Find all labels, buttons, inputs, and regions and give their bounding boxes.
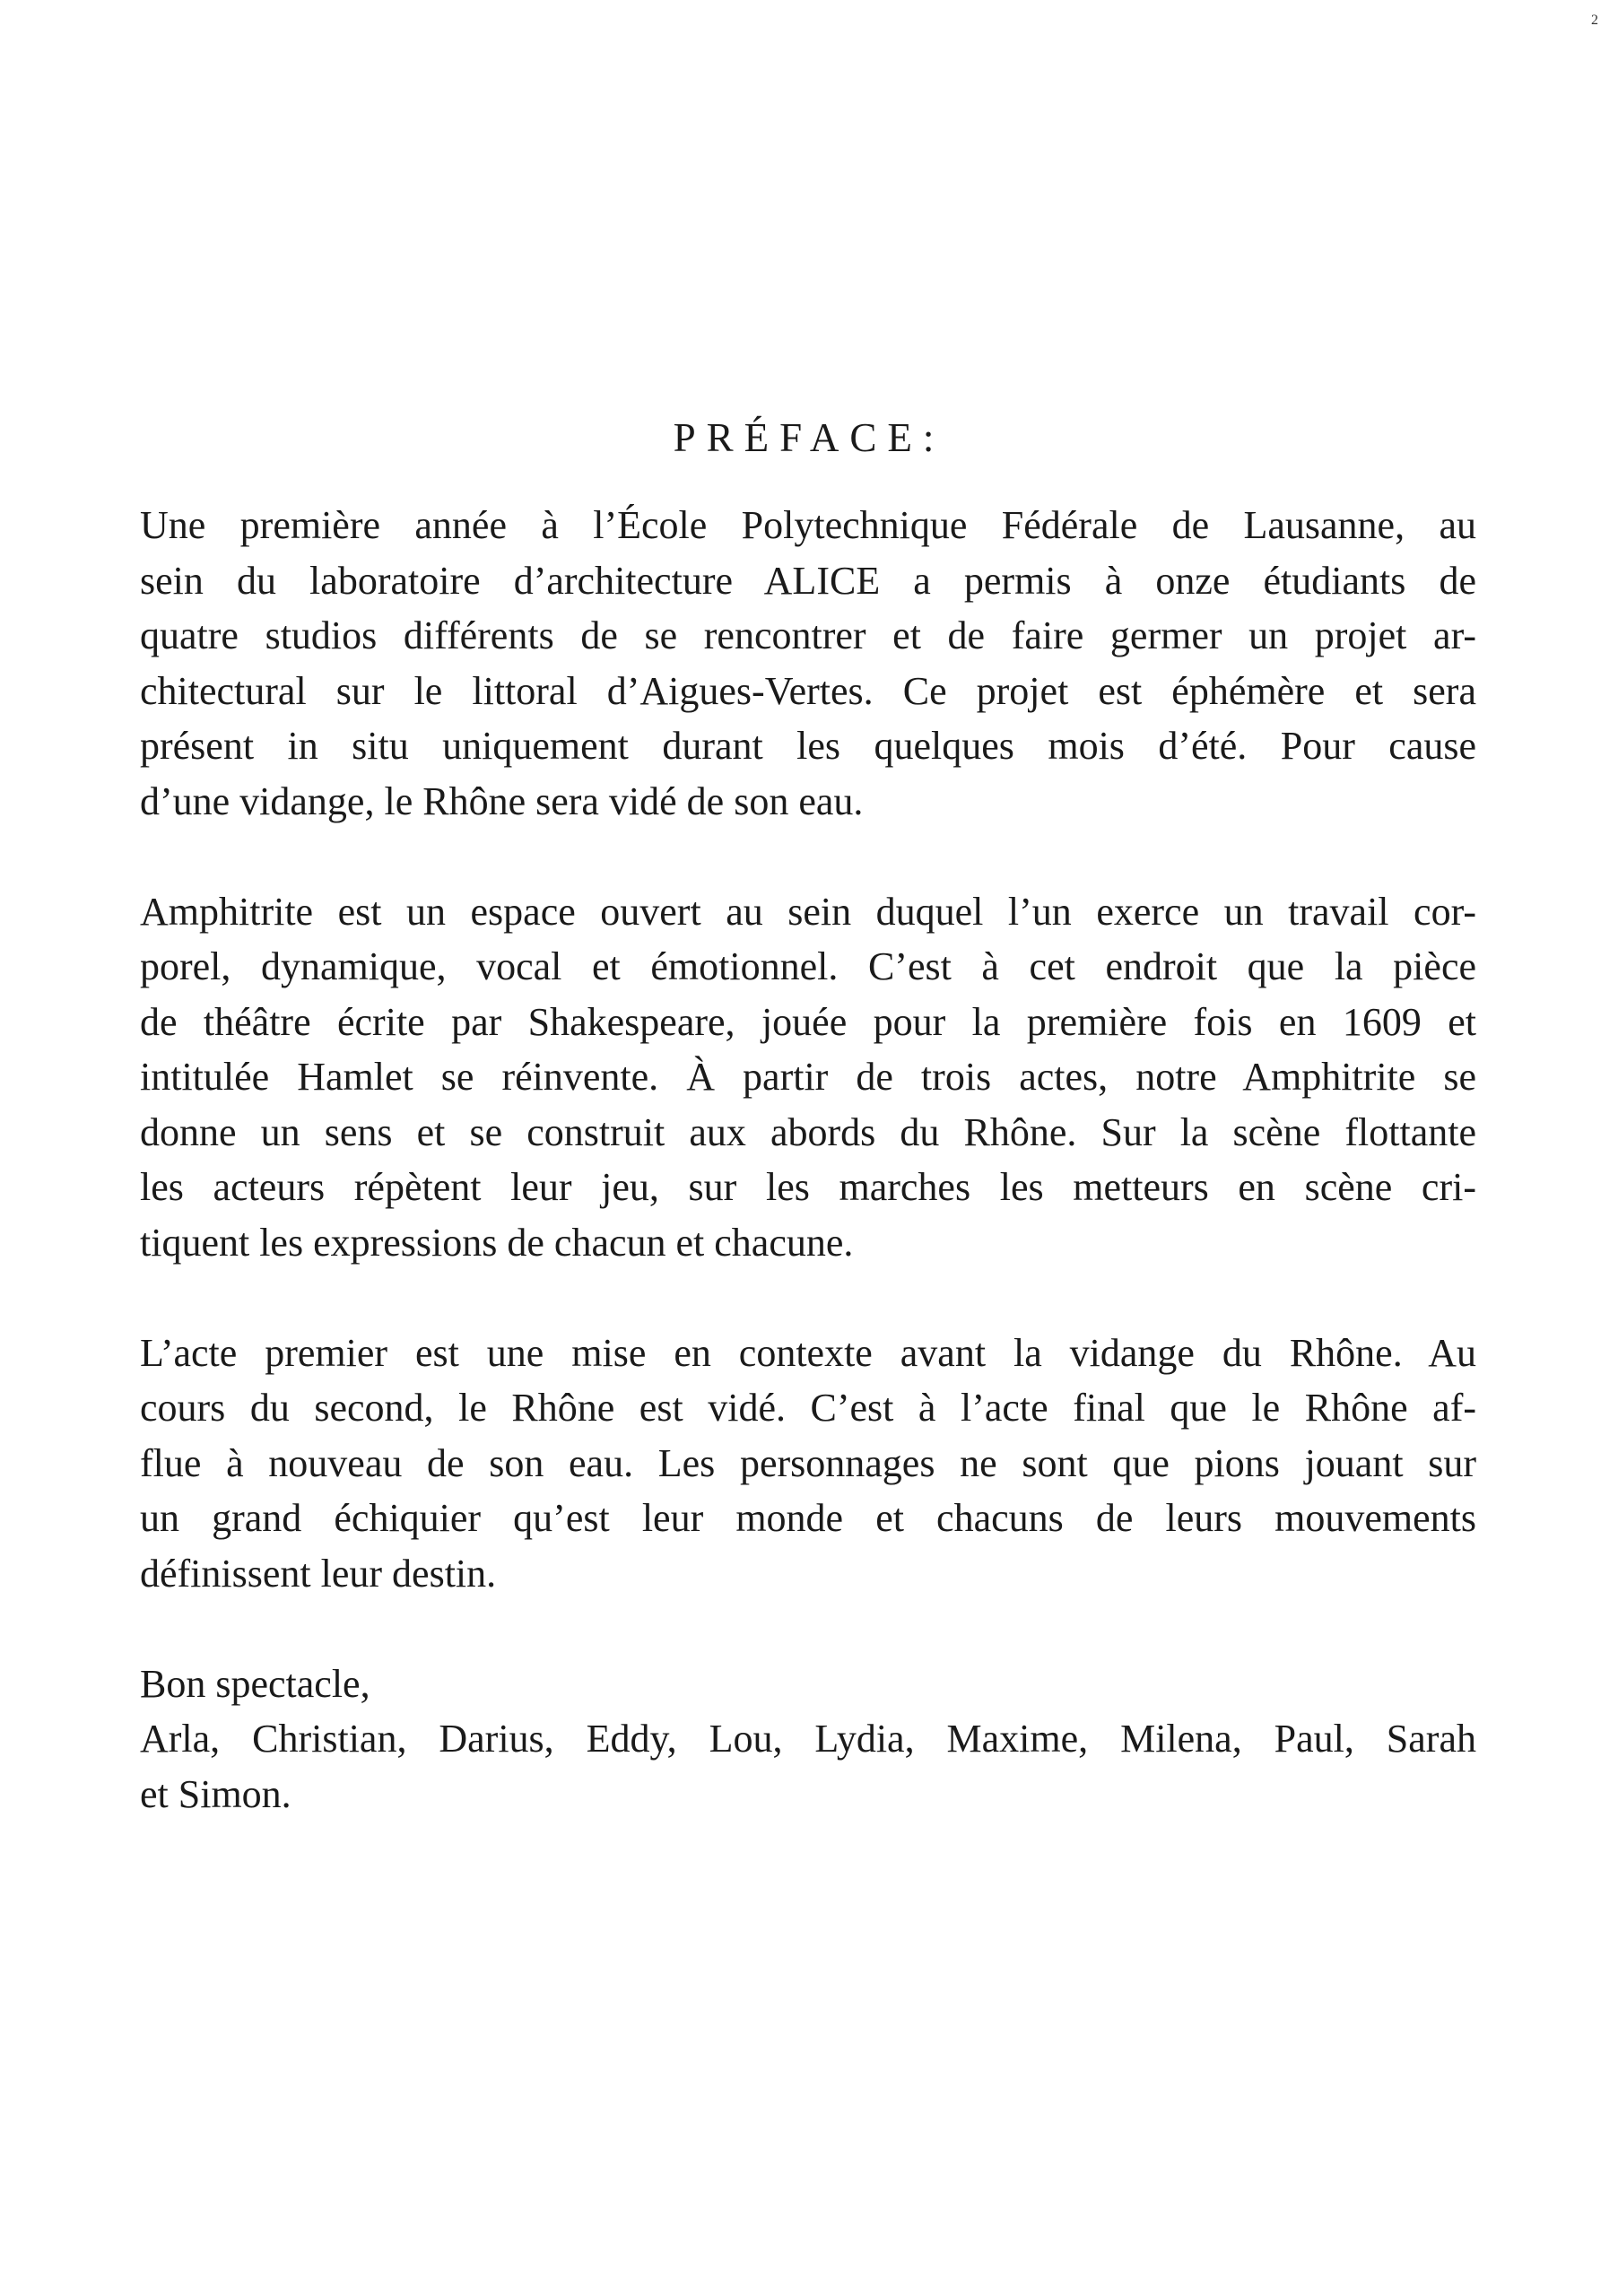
text-line: donne un sens et se construit aux abords du Rhône. Sur la scène flottante xyxy=(140,1109,1476,1154)
text-line: Amphitrite est un espace ouvert au sein duquel l’un exerce un travail cor- xyxy=(140,889,1476,934)
page-title: PRÉFACE: xyxy=(673,415,945,460)
text-line: d’une vidange, le Rhône sera vidé de son eau. xyxy=(140,778,864,823)
text-line: un grand échiquier qu’est leur monde et chacuns de leurs mouvements xyxy=(140,1496,1476,1540)
text-line: intitulée Hamlet se réinvente. À partir de trois actes, notre Amphitrite se xyxy=(140,1055,1476,1099)
closing-greeting: Bon spectacle, xyxy=(140,1661,370,1706)
signature-names-end: et Simon. xyxy=(140,1771,291,1816)
text-line: Une première année à l’École Polytechnique Fédérale de Lausanne, au xyxy=(140,503,1476,547)
text-line: présent in situ uniquement durant les quelques mois d’été. Pour cause xyxy=(140,724,1476,768)
preface-body xyxy=(140,498,1476,1822)
text-line: définissent leur destin. xyxy=(140,1551,497,1596)
text-line: de théâtre écrite par Shakespeare, jouée pour la première fois en 1609 et xyxy=(140,999,1476,1044)
paragraph-introduction xyxy=(140,498,1476,829)
text-line: L’acte premier est une mise en contexte avant la vidange du Rhône. Au xyxy=(140,1330,1476,1375)
text-line: les acteurs répètent leur jeu, sur les marches les metteurs en scène cri- xyxy=(140,1165,1476,1209)
text-line: quatre studios différents de se rencontrer et de faire germer un projet ar- xyxy=(140,613,1476,657)
text-line: tiquent les expressions de chacun et chacune. xyxy=(140,1220,854,1265)
closing-signature xyxy=(140,1657,1476,1822)
text-line: sein du laboratoire d’architecture ALICE a permis à onze étudiants de xyxy=(140,558,1476,603)
text-line: porel, dynamique, vocal et émotionnel. C’est à cet endroit que la pièce xyxy=(140,944,1476,988)
paragraph-amphitrite xyxy=(140,884,1476,1271)
paragraph-acts xyxy=(140,1326,1476,1602)
page-number: 2 xyxy=(1591,13,1598,28)
text-line: chitectural sur le littoral d’Aigues-Vertes. Ce projet est éphémère et sera xyxy=(140,668,1476,713)
text-line: flue à nouveau de son eau. Les personnages ne sont que pions jouant sur xyxy=(140,1440,1476,1485)
signature-names: Arla, Christian, Darius, Eddy, Lou, Lydia, Maxime, Milena, Paul, Sarah xyxy=(140,1717,1476,1761)
text-line: cours du second, le Rhône est vidé. C’est à l’acte final que le Rhône af- xyxy=(140,1386,1476,1430)
